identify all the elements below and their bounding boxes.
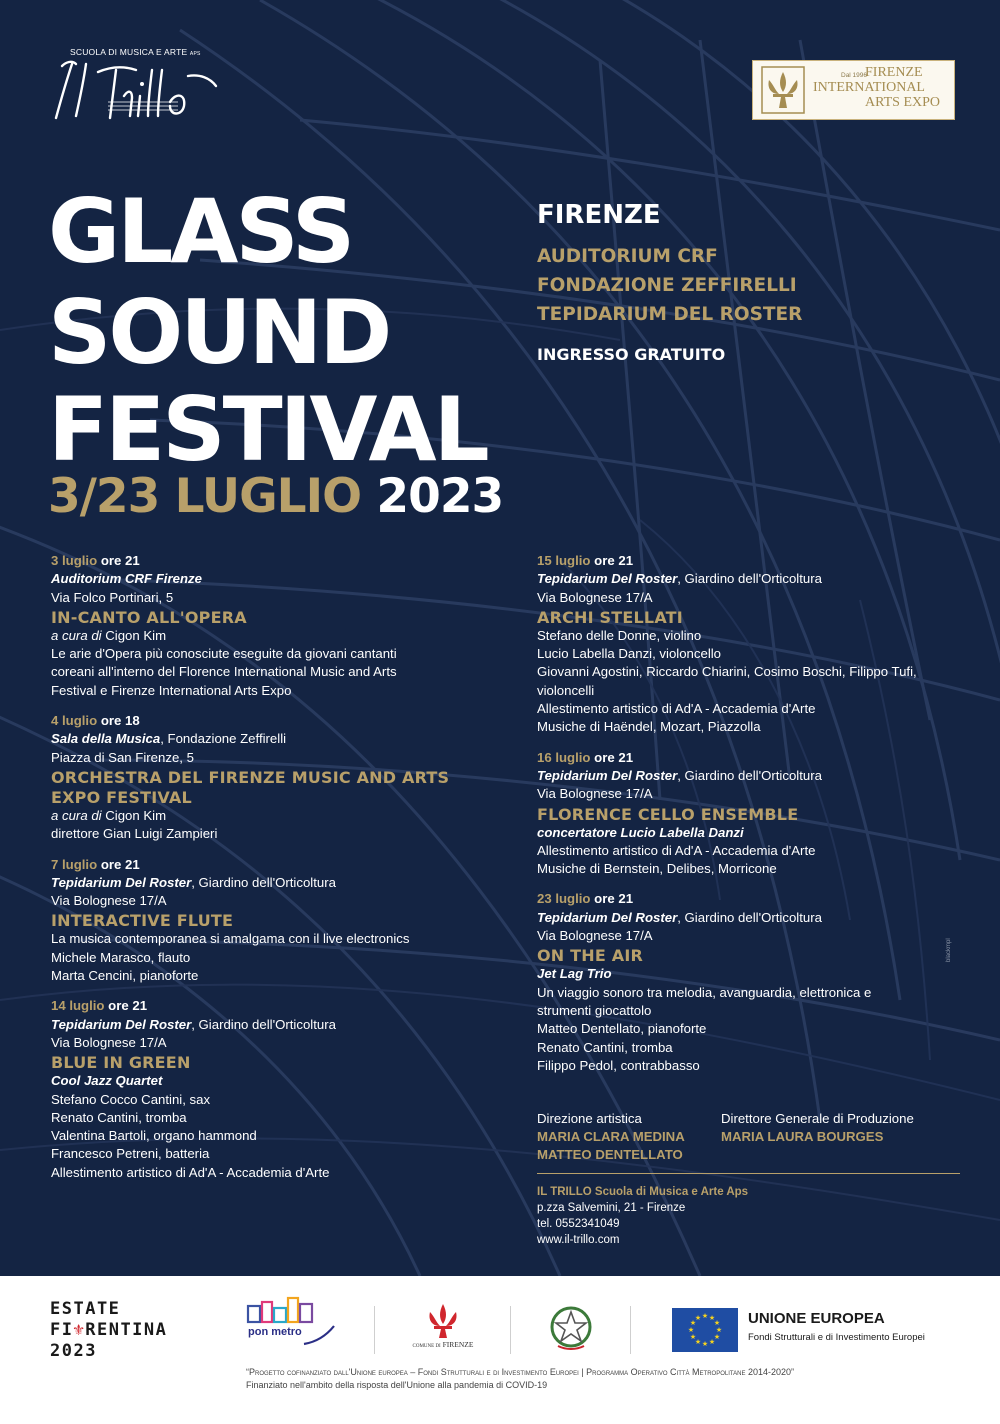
venue-1: AUDITORIUM CRF <box>537 246 718 267</box>
artistic-direction-label: Direzione artistica <box>537 1111 642 1126</box>
event-description-line: Musiche di Bernstein, Delibes, Morricone <box>537 861 777 877</box>
event-title: ORCHESTRA DEL FIRENZE MUSIC AND ARTS <box>51 767 450 787</box>
school-name: IL TRILLO Scuola di Musica e Arte Aps <box>537 1186 749 1198</box>
event-venue: Auditorium CRF Firenze <box>51 571 202 587</box>
event-address: Via Bolognese 17/A <box>537 589 653 605</box>
school-phone: tel. 0552341049 <box>537 1218 620 1230</box>
star-emblem-icon <box>548 1302 594 1352</box>
festival-title-line-2: SOUND <box>48 281 390 384</box>
trillo-script-icon <box>52 56 222 126</box>
event-card <box>537 749 977 879</box>
event-address: Piazza di San Firenze, 5 <box>51 749 194 765</box>
estate-line-2-end: RENTINA <box>85 1320 168 1340</box>
event-description-line: La musica contemporanea si amalgama con il live electronics <box>51 931 410 947</box>
event-description-line: Renato Cantini, tromba <box>537 1039 673 1055</box>
divider <box>630 1306 631 1354</box>
event-address: Via Bolognese 17/A <box>51 1034 167 1050</box>
event-card <box>51 712 501 843</box>
svg-text:★: ★ <box>713 1319 721 1327</box>
comune-di-firenze-logo <box>412 1302 474 1352</box>
svg-text:★: ★ <box>701 1312 709 1320</box>
florence-lily-icon <box>761 66 805 114</box>
event-subtitle: Cool Jazz Quartet <box>51 1073 163 1089</box>
estate-line-1: ESTATE <box>50 1299 121 1319</box>
event-description-line: violoncelli <box>537 682 595 698</box>
event-description-line: Festival e Firenze International Arts Expo <box>51 682 292 698</box>
eu-title: UNIONE EUROPEA <box>748 1310 885 1327</box>
pon-metro-logo <box>244 1296 336 1352</box>
fiae-line-2: INTERNATIONAL <box>813 80 925 95</box>
event-description-line: Stefano delle Donne, violino <box>537 627 702 643</box>
curator-name: Cigon Kim <box>105 627 167 643</box>
event-description-line: strumenti giocattolo <box>537 1002 652 1018</box>
event-address: Via Bolognese 17/A <box>537 786 653 802</box>
florence-lily-icon <box>412 1302 474 1340</box>
event-time: ore 21 <box>100 856 140 872</box>
svg-text:★: ★ <box>694 1314 702 1322</box>
fiae-line-3: ARTS EXPO <box>865 95 941 110</box>
pon-metro-label: pon metro <box>248 1326 302 1338</box>
event-description-line: Allestimento artistico di Ad'A - Accademia d'Arte <box>51 1164 330 1180</box>
svg-text:★: ★ <box>689 1333 697 1341</box>
event-venue-detail: , Fondazione Zeffirelli <box>160 731 287 747</box>
event-venue: Tepidarium Del Roster <box>537 909 678 925</box>
school-address: p.zza Salvemini, 21 - Firenze <box>537 1202 686 1214</box>
venue-2: FONDAZIONE ZEFFIRELLI <box>537 275 797 296</box>
event-description-line: Valentina Bartoli, organo hammond <box>51 1128 257 1144</box>
event-venue-detail: , Giardino dell'Orticoltura <box>677 767 822 783</box>
festival-dates-year: 2023 <box>376 469 504 524</box>
event-card <box>51 856 501 986</box>
event-description-line: Allestimento artistico di Ad'A - Accademia d'Arte <box>537 701 816 717</box>
event-description-line: Un viaggio sonoro tra melodia, avanguardia, elettronica e <box>537 984 872 1000</box>
comune-small: COMUNE DI <box>412 1344 441 1349</box>
event-title: INTERACTIVE FLUTE <box>51 911 234 931</box>
lily-icon: ⚜ <box>73 1320 86 1340</box>
event-time: ore 21 <box>100 553 140 568</box>
event-address: Via Folco Portinari, 5 <box>51 589 174 605</box>
event-title: IN-CANTO ALL'OPERA <box>51 607 247 627</box>
pon-metro-buildings-icon <box>244 1296 336 1352</box>
event-title: ON THE AIR <box>537 946 644 966</box>
festival-title-line-3: FESTIVAL <box>48 378 487 481</box>
event-description-line: Le arie d'Opera più conosciute eseguite da giovani cantanti <box>51 646 397 662</box>
comune-name: FIRENZE <box>442 1340 474 1349</box>
fiae-since: Dal 1996 <box>841 72 868 79</box>
program-right-column <box>537 552 977 1087</box>
event-description-line: Renato Cantini, tromba <box>51 1109 187 1125</box>
school-contacts <box>537 1184 748 1248</box>
event-title: BLUE IN GREEN <box>51 1053 191 1073</box>
sponsor-footer <box>0 1276 1000 1424</box>
svg-text:★: ★ <box>713 1333 721 1341</box>
event-description-line: Stefano Cocco Cantini, sax <box>51 1091 211 1107</box>
program-left-column <box>51 552 501 1194</box>
event-description-line: direttore Gian Luigi Zampieri <box>51 826 218 842</box>
svg-text:★: ★ <box>701 1340 709 1348</box>
event-subtitle: Jet Lag Trio <box>537 966 612 982</box>
svg-text:★: ★ <box>708 1338 716 1346</box>
svg-text:★: ★ <box>689 1319 697 1327</box>
event-description-line: Lucio Labella Danzi, violoncello <box>537 646 722 662</box>
event-date: 3 luglio <box>51 553 98 568</box>
svg-text:★: ★ <box>715 1326 723 1334</box>
event-description-line: Marta Cencini, pianoforte <box>51 968 199 984</box>
artistic-director-name: MARIA CLARA MEDINA <box>537 1129 685 1144</box>
event-card <box>51 997 501 1182</box>
designer-credit: blackmpl <box>946 938 952 962</box>
event-description-line: Filippo Pedol, contrabbasso <box>537 1057 700 1073</box>
event-description-line: coreani all'interno del Florence International Music and Arts <box>51 664 397 680</box>
event-date: 7 luglio <box>51 856 98 872</box>
estate-fiorentina-logo <box>50 1299 167 1362</box>
production-director-label: Direttore Generale di Produzione <box>721 1111 914 1126</box>
trillo-tagline-aps: APS <box>189 51 201 57</box>
event-date: 23 luglio <box>537 891 591 907</box>
event-venue-detail: , Giardino dell'Orticoltura <box>677 909 822 925</box>
curator-name: Cigon Kim <box>105 807 167 823</box>
venue-3: TEPIDARIUM DEL ROSTER <box>537 304 803 325</box>
event-description-line: Giovanni Agostini, Riccardo Chiarini, Cosimo Boschi, Filippo Tufi, <box>537 664 917 680</box>
divider <box>510 1306 511 1354</box>
event-address: Via Bolognese 17/A <box>51 893 167 909</box>
fiae-line-1: FIRENZE <box>865 65 923 80</box>
event-subtitle: concertatore Lucio Labella Danzi <box>537 824 744 840</box>
funding-note-line-2: Finanziato nell'ambito della risposta dell'Unione alla pandemia di COVID-19 <box>246 1379 548 1390</box>
event-card <box>537 552 977 737</box>
event-time: ore 18 <box>100 713 140 729</box>
festival-dates-range: 3/23 LUGLIO <box>48 469 362 524</box>
funding-note <box>246 1366 794 1391</box>
divider <box>374 1306 375 1354</box>
event-description-line: Matteo Dentellato, pianoforte <box>537 1021 707 1037</box>
curator-label: a cura di <box>51 807 102 823</box>
event-venue: Tepidarium Del Roster <box>51 1016 192 1032</box>
event-title: FLORENCE CELLO ENSEMBLE <box>537 804 799 824</box>
event-date: 15 luglio <box>537 553 591 568</box>
estate-line-3: 2023 <box>50 1341 97 1361</box>
event-description-line: Allestimento artistico di Ad'A - Accademia d'Arte <box>537 842 816 858</box>
event-title: ARCHI STELLATI <box>537 607 683 627</box>
italian-republic-emblem <box>548 1302 594 1352</box>
festival-dates <box>48 469 504 524</box>
event-time: ore 21 <box>108 998 148 1014</box>
admission-label: INGRESSO GRATUITO <box>537 345 726 364</box>
event-date: 14 luglio <box>51 998 105 1014</box>
divider <box>537 1173 960 1174</box>
event-title-continued: EXPO FESTIVAL <box>51 787 192 807</box>
il-trillo-logo <box>52 42 222 126</box>
event-venue-detail: , Giardino dell'Orticoltura <box>191 1016 336 1032</box>
event-venue: Tepidarium Del Roster <box>51 874 192 890</box>
trillo-tagline: SCUOLA DI MUSICA E ARTE <box>70 47 188 57</box>
production-director-name: MARIA LAURA BOURGES <box>721 1129 884 1144</box>
city-label: FIRENZE <box>537 200 661 230</box>
event-venue-detail: , Giardino dell'Orticoltura <box>191 874 336 890</box>
event-venue-detail: , Giardino dell'Orticoltura <box>677 571 822 587</box>
event-venue: Sala della Musica <box>51 731 161 747</box>
firenze-international-arts-expo-logo <box>752 60 955 120</box>
eu-flag-icon <box>672 1308 738 1352</box>
event-time: ore 21 <box>594 749 634 765</box>
event-date: 16 luglio <box>537 749 591 765</box>
funding-note-line-1: “Progetto cofinanziato dall'Unione europea – Fondi Strutturali e di Investimento Europei | Programma Operativo Città Metropolitane 2014-2020” <box>246 1367 794 1377</box>
school-website-link[interactable]: www.il-trillo.com <box>537 1234 620 1246</box>
event-venue: Tepidarium Del Roster <box>537 767 678 783</box>
event-address: Via Bolognese 17/A <box>537 928 653 944</box>
svg-text:★: ★ <box>694 1338 702 1346</box>
event-description-line: Michele Marasco, flauto <box>51 949 191 965</box>
event-time: ore 21 <box>594 553 634 568</box>
eu-stars-icon <box>672 1308 738 1352</box>
event-date: 4 luglio <box>51 713 98 729</box>
svg-text:★: ★ <box>708 1314 716 1322</box>
artistic-director-name: MATTEO DENTELLATO <box>537 1147 683 1162</box>
event-venue: Tepidarium Del Roster <box>537 571 678 587</box>
event-description-line: Francesco Petreni, batteria <box>51 1146 210 1162</box>
festival-title-line-1: GLASS <box>48 180 353 283</box>
event-card <box>51 552 501 700</box>
curator-label: a cura di <box>51 627 102 643</box>
event-time: ore 21 <box>594 891 634 907</box>
eu-subtitle: Fondi Strutturali e di Investimento Europei <box>748 1332 925 1343</box>
estate-line-2-start: FI <box>50 1320 74 1340</box>
event-card <box>537 890 977 1075</box>
svg-text:★: ★ <box>687 1326 695 1334</box>
event-description-line: Musiche di Haëndel, Mozart, Piazzolla <box>537 719 761 735</box>
